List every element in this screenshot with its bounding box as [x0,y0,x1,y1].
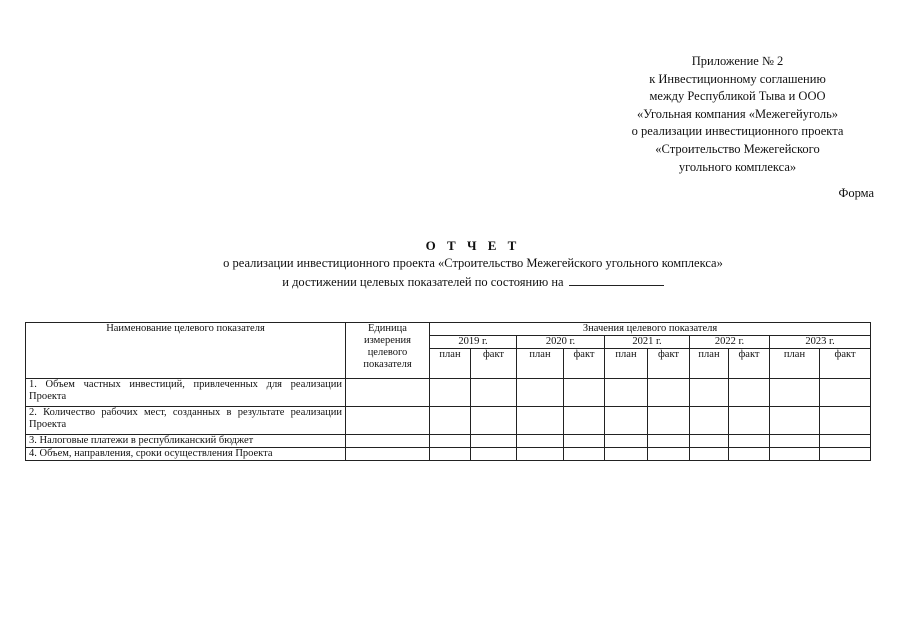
fact-cell[interactable] [820,379,871,407]
plan-cell[interactable] [430,407,471,435]
fact-cell[interactable] [729,448,770,461]
fact-cell[interactable] [648,448,690,461]
fact-cell[interactable] [729,407,770,435]
header-fact: факт [820,349,871,379]
indicator-name: 3. Налоговые платежи в республиканский бюджет [26,435,346,448]
table-row [26,448,871,461]
header-year: 2020 г. [517,336,605,349]
header-fact: факт [729,349,770,379]
fact-cell[interactable] [564,448,605,461]
appendix-line: Приложение № 2 [691,54,784,68]
fact-cell[interactable] [820,407,871,435]
header-plan: план [517,349,564,379]
appendix-line: о реализации инвестиционного проекта [631,124,844,139]
report-subtitle-line1: о реализации инвестиционного проекта «Строительство Межегейского угольного комплекса» [223,256,723,270]
appendix-line: между Республикой Тыва и ООО [649,89,826,104]
plan-cell[interactable] [605,435,648,448]
plan-cell[interactable] [770,379,820,407]
header-year: 2019 г. [430,336,517,349]
plan-cell[interactable] [770,407,820,435]
plan-cell[interactable] [690,448,729,461]
indicators-table [25,322,871,461]
table-row [26,379,871,407]
fact-cell[interactable] [471,448,517,461]
fact-cell[interactable] [648,407,690,435]
header-fact: факт [471,349,517,379]
fact-cell[interactable] [564,407,605,435]
header-plan: план [605,349,648,379]
report-subtitle-line2 [0,274,905,290]
unit-cell[interactable] [346,435,430,448]
fact-cell[interactable] [564,379,605,407]
plan-cell[interactable] [770,448,820,461]
fact-cell[interactable] [729,379,770,407]
fact-cell[interactable] [471,407,517,435]
fact-cell[interactable] [648,435,690,448]
fact-cell[interactable] [564,435,605,448]
plan-cell[interactable] [430,448,471,461]
plan-cell[interactable] [517,407,564,435]
unit-cell[interactable] [346,407,430,435]
header-year: 2022 г. [690,336,770,349]
header-plan: план [690,349,729,379]
appendix-line: «Угольная компания «Межегейуголь» [636,106,839,121]
plan-cell[interactable] [690,435,729,448]
indicator-name: 2. Количество рабочих мест, созданных в результате реализации Проекта [26,407,346,435]
header-plan: план [770,349,820,379]
fact-cell[interactable] [820,435,871,448]
plan-cell[interactable] [605,407,648,435]
unit-cell[interactable] [346,448,430,461]
table-row [26,407,871,435]
plan-cell[interactable] [430,379,471,407]
fact-cell[interactable] [820,448,871,461]
fact-cell[interactable] [729,435,770,448]
plan-cell[interactable] [605,379,648,407]
indicator-name: 4. Объем, направления, сроки осуществления Проекта [26,448,346,461]
header-year: 2021 г. [605,336,690,349]
report-title: О Т Ч Е Т [425,238,521,253]
plan-cell[interactable] [770,435,820,448]
table-row [26,435,871,448]
plan-cell[interactable] [430,435,471,448]
appendix-line: к Инвестиционному соглашению [649,71,826,86]
header-plan: план [430,349,471,379]
plan-cell[interactable] [690,407,729,435]
header-values: Значения целевого показателя [430,323,871,336]
fact-cell[interactable] [471,379,517,407]
unit-cell[interactable] [346,379,430,407]
plan-cell[interactable] [517,435,564,448]
plan-cell[interactable] [690,379,729,407]
plan-cell[interactable] [517,379,564,407]
appendix-header [560,53,905,176]
header-fact: факт [564,349,605,379]
header-fact: факт [648,349,690,379]
date-blank-field[interactable] [569,274,664,286]
plan-cell[interactable] [517,448,564,461]
header-indicator-name: Наименование целевого показателя [26,323,346,379]
appendix-line: «Строительство Межегейского [655,141,820,156]
fact-cell[interactable] [648,379,690,407]
form-label: Форма [838,186,874,200]
header-unit: Единица измерения целевого показателя [346,323,430,379]
appendix-line: угольного комплекса» [678,159,797,174]
indicator-name: 1. Объем частных инвестиций, привлеченных для реализации Проекта [26,379,346,407]
report-subtitle-text: и достижении целевых показателей по состоянию на [282,275,564,289]
plan-cell[interactable] [605,448,648,461]
fact-cell[interactable] [471,435,517,448]
header-year: 2023 г. [770,336,871,349]
